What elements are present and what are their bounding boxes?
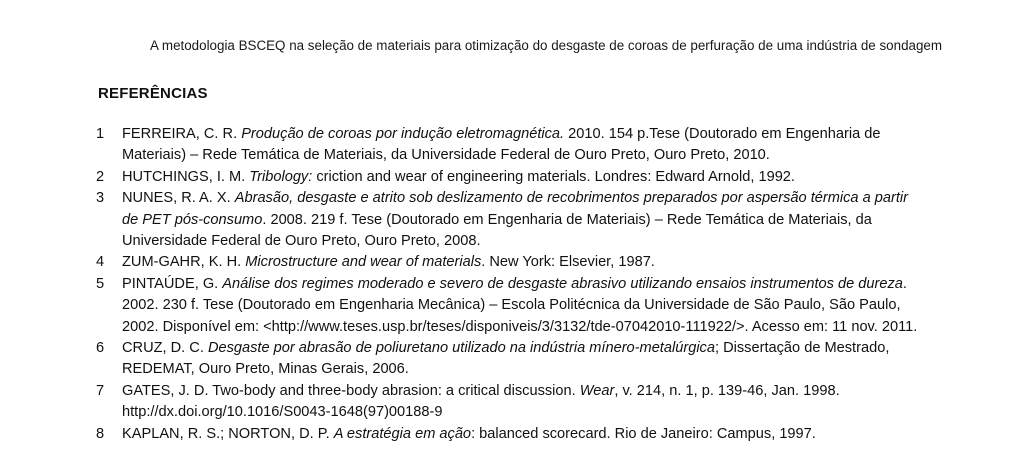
- section-title: REFERÊNCIAS: [98, 85, 208, 102]
- reference-text: [122, 167, 926, 188]
- reference-text-run: GATES, J. D. Two-body and three-body abrasion: a critical discussion.: [122, 382, 580, 399]
- running-header: A metodologia BSCEQ na seleção de materiais para otimização do desgaste de coroas de perfuração de uma indústria de sondagem: [150, 38, 943, 53]
- reference-item: [96, 381, 926, 424]
- reference-number: 7: [96, 382, 105, 399]
- reference-text-run: . 2002. 230 f. Tese (Doutorado em Engenharia Mecânica) – Escola Politécnica da Universidade de São Paulo, São Paulo, 2002. Disponível em: <http://www.teses.usp.br/teses/disponiveis/3/3132/tde-07042010-111922/>. Acesso em: 11 nov. 2011.: [122, 275, 918, 335]
- reference-title-italic: Microstructure and wear of materials: [245, 254, 482, 271]
- reference-title-italic: Análise dos regimes moderado e severo de desgaste abrasivo utilizando ensaios instrumentos de dureza: [222, 275, 903, 292]
- reference-text-run: HUTCHINGS, I. M.: [122, 168, 250, 185]
- reference-text: [122, 338, 926, 381]
- reference-title-italic: Produção de coroas por indução eletromagnética.: [241, 126, 565, 142]
- reference-title-italic: Wear: [579, 382, 615, 399]
- reference-text: [122, 274, 926, 338]
- reference-item: [96, 338, 926, 381]
- reference-text-run: . 2008. 219 f. Tese (Doutorado em Engenharia de Materiais) – Rede Temática de Materiais, da Universidade Federal de Ouro Preto, Ouro Preto, 2008.: [122, 211, 872, 250]
- reference-title-italic: A estratégia em ação: [333, 425, 472, 442]
- reference-text-run: , v. 214, n. 1, p. 139-46, Jan. 1998. http://dx.doi.org/10.1016/S0043-1648(97)00188-9: [122, 382, 840, 421]
- reference-number: 1: [96, 126, 105, 142]
- reference-number: 8: [96, 425, 105, 442]
- reference-text: [122, 424, 926, 445]
- reference-item: [96, 274, 926, 338]
- reference-text: [122, 188, 926, 252]
- reference-number: 6: [96, 340, 105, 357]
- reference-number: 4: [96, 254, 105, 271]
- reference-item: [96, 188, 926, 252]
- reference-title-italic: Tribology:: [249, 168, 313, 185]
- reference-title-italic: Abrasão, desgaste e atrito sob deslizamento de recobrimentos preparados por aspersão térmica a partir de PET pós-consumo: [122, 190, 909, 228]
- reference-item: [96, 252, 926, 273]
- reference-text-run: FERREIRA, C. R.: [122, 126, 242, 142]
- reference-text-run: NUNES, R. A. X.: [122, 190, 235, 207]
- reference-text-run: criction and wear of engineering materials. Londres: Edward Arnold, 1992.: [312, 168, 795, 185]
- reference-text-run: KAPLAN, R. S.; NORTON, D. P.: [122, 425, 334, 442]
- reference-text-run: : balanced scorecard. Rio de Janeiro: Campus, 1997.: [471, 425, 816, 442]
- reference-text-run: CRUZ, D. C.: [122, 340, 208, 357]
- reference-title-italic: Desgaste por abrasão de poliuretano utilizado na indústria mínero-metalúrgica: [207, 340, 715, 357]
- reference-number: 2: [96, 168, 105, 185]
- reference-list: [96, 124, 926, 445]
- reference-number: 5: [96, 275, 105, 292]
- reference-text-run: 2010. 154 p.Tese (Doutorado em Engenharia de Materiais) – Rede Temática de Materiais, da Universidade Federal de Ouro Preto, Ouro Preto, 2010.: [122, 126, 881, 164]
- reference-text-run: . New York: Elsevier, 1987.: [481, 254, 655, 271]
- reference-text-run: ; Dissertação de Mestrado, REDEMAT, Ouro Preto, Minas Gerais, 2006.: [122, 340, 890, 378]
- reference-text-run: ZUM-GAHR, K. H.: [122, 254, 246, 271]
- reference-text-run: PINTAÚDE, G.: [122, 275, 223, 292]
- reference-text: [122, 124, 926, 167]
- reference-text: [122, 252, 926, 273]
- reference-number: 3: [96, 190, 105, 207]
- reference-text: [122, 381, 926, 424]
- reference-item: [96, 424, 926, 445]
- reference-item: [96, 167, 926, 188]
- reference-item: [96, 124, 926, 167]
